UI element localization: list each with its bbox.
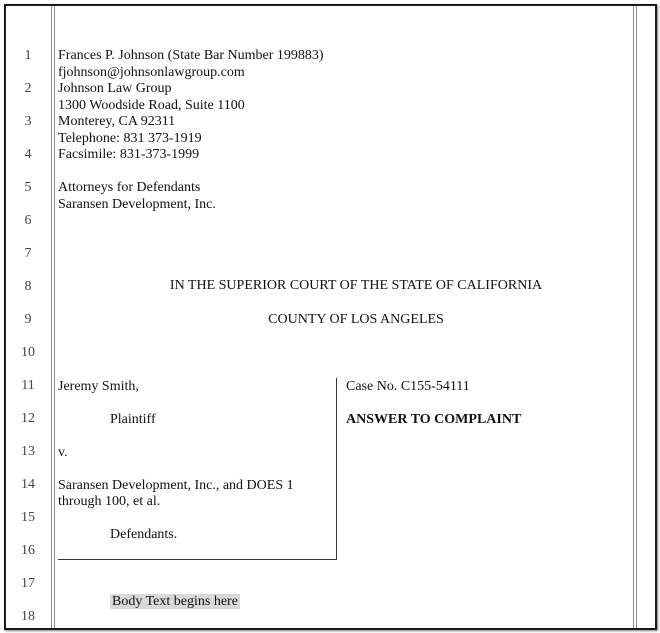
line-number: 12 [21, 411, 35, 426]
line-number: 3 [24, 114, 32, 129]
left-margin-rule-inner [54, 6, 55, 628]
defendant-line-2: through 100, et al. [58, 494, 161, 509]
line-number: 6 [24, 213, 32, 228]
versus: v. [58, 445, 68, 460]
line-number: 13 [21, 444, 35, 459]
line-number: 9 [24, 312, 32, 327]
attorneys-for: Attorneys for Defendants [58, 180, 201, 195]
attorney-email: fjohnson@johnsonlawgroup.com [58, 65, 245, 80]
line-number: 15 [21, 510, 35, 525]
line-number: 16 [21, 543, 35, 558]
line-number: 11 [21, 378, 35, 393]
address-line-1: 1300 Woodside Road, Suite 1100 [58, 98, 245, 113]
line-number: 5 [24, 180, 32, 195]
client-name: Saransen Development, Inc. [58, 197, 216, 212]
line-number: 17 [21, 576, 35, 591]
telephone: Telephone: 831 373-1919 [58, 131, 202, 146]
line-number: 1 [24, 48, 32, 63]
firm-name: Johnson Law Group [58, 81, 172, 96]
line-number: 8 [24, 279, 32, 294]
caption-divider-horizontal [58, 559, 337, 560]
plaintiff-name: Jeremy Smith, [58, 379, 139, 394]
line-number: 10 [21, 345, 35, 360]
attorney-name: Frances P. Johnson (State Bar Number 199883) [58, 48, 324, 63]
caption-divider-vertical [336, 378, 337, 560]
line-number: 4 [24, 147, 32, 162]
line-number: 7 [24, 246, 32, 261]
court-county: COUNTY OF LOS ANGELES [268, 312, 444, 327]
defendant-line-1: Saransen Development, Inc., and DOES 1 [58, 478, 294, 493]
plaintiff-label: Plaintiff [110, 412, 156, 427]
line-number: 2 [24, 81, 32, 96]
body-text-highlight: Body Text begins here [112, 594, 238, 609]
address-line-2: Monterey, CA 92311 [58, 114, 176, 129]
court-title: IN THE SUPERIOR COURT OF THE STATE OF CALIFORNIA [169, 278, 543, 293]
pleading-page [4, 4, 657, 630]
left-margin-rule-outer [51, 6, 52, 628]
case-number: Case No. C155-54111 [346, 379, 470, 394]
document-title: ANSWER TO COMPLAINT [346, 412, 522, 427]
body-text-placeholder[interactable] [110, 593, 240, 610]
line-number: 18 [21, 609, 35, 624]
line-number: 14 [21, 477, 35, 492]
facsimile: Facsimile: 831-373-1999 [58, 147, 200, 162]
defendant-label: Defendants. [110, 527, 178, 542]
